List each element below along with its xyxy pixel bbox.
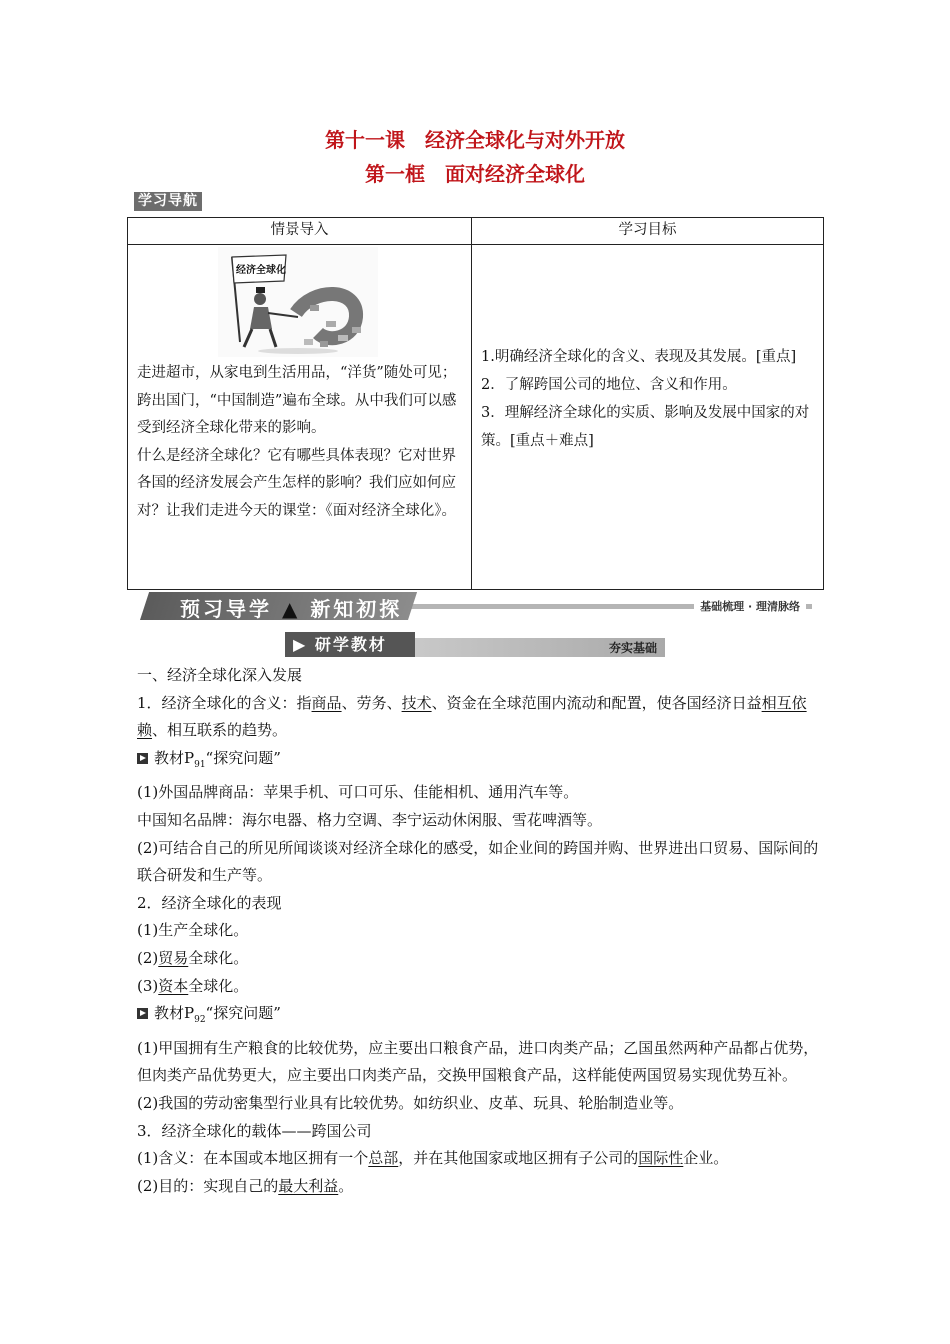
answer-line: (1)外国品牌商品：苹果手机、可口可乐、佳能相机、通用汽车等。 <box>137 783 579 802</box>
intro-paragraph: 什么是经济全球化？它有哪些具体表现？它对世界各国的经济发展会产生怎样的影响？我们应如何应对？让我们走进今天的课堂：《面对经济全球化》。 <box>137 447 456 519</box>
answer-line: 中国知名品牌：海尔电器、格力空调、李宁运动休闲服、雪花啤酒等。 <box>137 810 603 829</box>
textbook-reference: 教材$P_{91}“$探究问题” <box>137 745 819 780</box>
list-item: (2)目的：实现自己的最大利益。 <box>137 1176 354 1195</box>
list-item: (3)资本全球化。 <box>137 976 249 995</box>
heading-section-1: 一、经济全球化深入发展 <box>137 666 303 684</box>
list-item: (1)生产全球化。 <box>137 921 249 940</box>
answer-line: (2)我国的劳动密集型行业具有比较优势。如纺织业、皮革、玩具、轮胎制造业等。 <box>137 1093 684 1112</box>
cartoon-flag-text: 经济全球化 <box>236 265 286 276</box>
heading-multinationals: 3．经济全球化的载体——跨国公司 <box>137 1121 372 1140</box>
play-triangle-icon <box>137 1008 148 1019</box>
goal-item: 2．了解跨国公司的地位、含义和作用。 <box>481 377 737 393</box>
list-item: (2)贸易全球化。 <box>137 948 249 967</box>
goal-item: 3．理解经济全球化的实质、影响及发展中国家的对策。[重点＋难点] <box>481 405 810 449</box>
study-guide-table <box>127 217 824 590</box>
lesson-title: 第十一课 经济全球化与对外开放 <box>325 128 625 152</box>
list-item: (1)含义：在本国或本地区拥有一个总部，并在其他国家或地区拥有子公司的国际性企业。 <box>137 1149 729 1168</box>
study-material-label: ▶ 研学教材 <box>285 632 415 657</box>
answer-line: (2)可结合自己的所见所闻谈谈对经济全球化的感受，如企业间的跨国并购、世界进出口贸易、国际间的联合研发和生产等。 <box>137 838 819 885</box>
study-material-bar <box>285 632 665 657</box>
section-title: 第一框 面对经济全球化 <box>365 162 585 186</box>
preview-banner: 预习导学 ▲ 新知初探 基础梳理 · 理清脉络 <box>140 592 812 620</box>
intro-paragraph: 走进超市，从家电到生活用品，“洋货”随处可见；跨出国门，“中国制造”遍布全球。从中我们可以感受到经济全球化带来的影响。 <box>137 365 457 436</box>
goal-item: 1.明确经济全球化的含义、表现及其发展。[重点] <box>481 349 797 365</box>
banner-preview-label: 预习导学 <box>180 597 272 621</box>
answer-line: (1)甲国拥有生产粮食的比较优势，应主要出口粮食产品，进口肉类产品；乙国虽然两种产品都占优势，但肉类产品优势更大，应主要出口肉类产品，交换甲国粮食产品，这样能使两国贸易实现优势互补。 <box>137 1038 819 1085</box>
learning-goals-header: 学习目标 <box>472 218 824 245</box>
heading-manifestations: 2．经济全球化的表现 <box>137 893 282 912</box>
study-material-subtitle: 夯实基础 <box>608 641 657 655</box>
globalization-cartoon <box>218 247 378 357</box>
definition-paragraph: 1．经济全球化的含义：指商品、劳务、技术、资金在全球范围内流动和配置，使各国经济日益相互依赖、相互联系的趋势。 <box>137 693 807 740</box>
scenario-intro-header: 情景导入 <box>128 218 472 245</box>
study-guide-tag: 学习导航 <box>134 192 202 211</box>
learning-goals-cell <box>472 245 824 590</box>
banner-newknowledge-label: 新知初探 <box>310 597 403 621</box>
textbook-reference: 教材$P_{92}“$探究问题” <box>137 1000 819 1035</box>
scenario-intro-cell <box>128 245 472 590</box>
banner-subtitle: 基础梳理 · 理清脉络 <box>694 598 806 614</box>
main-content <box>137 662 819 1200</box>
play-triangle-icon <box>137 753 148 764</box>
